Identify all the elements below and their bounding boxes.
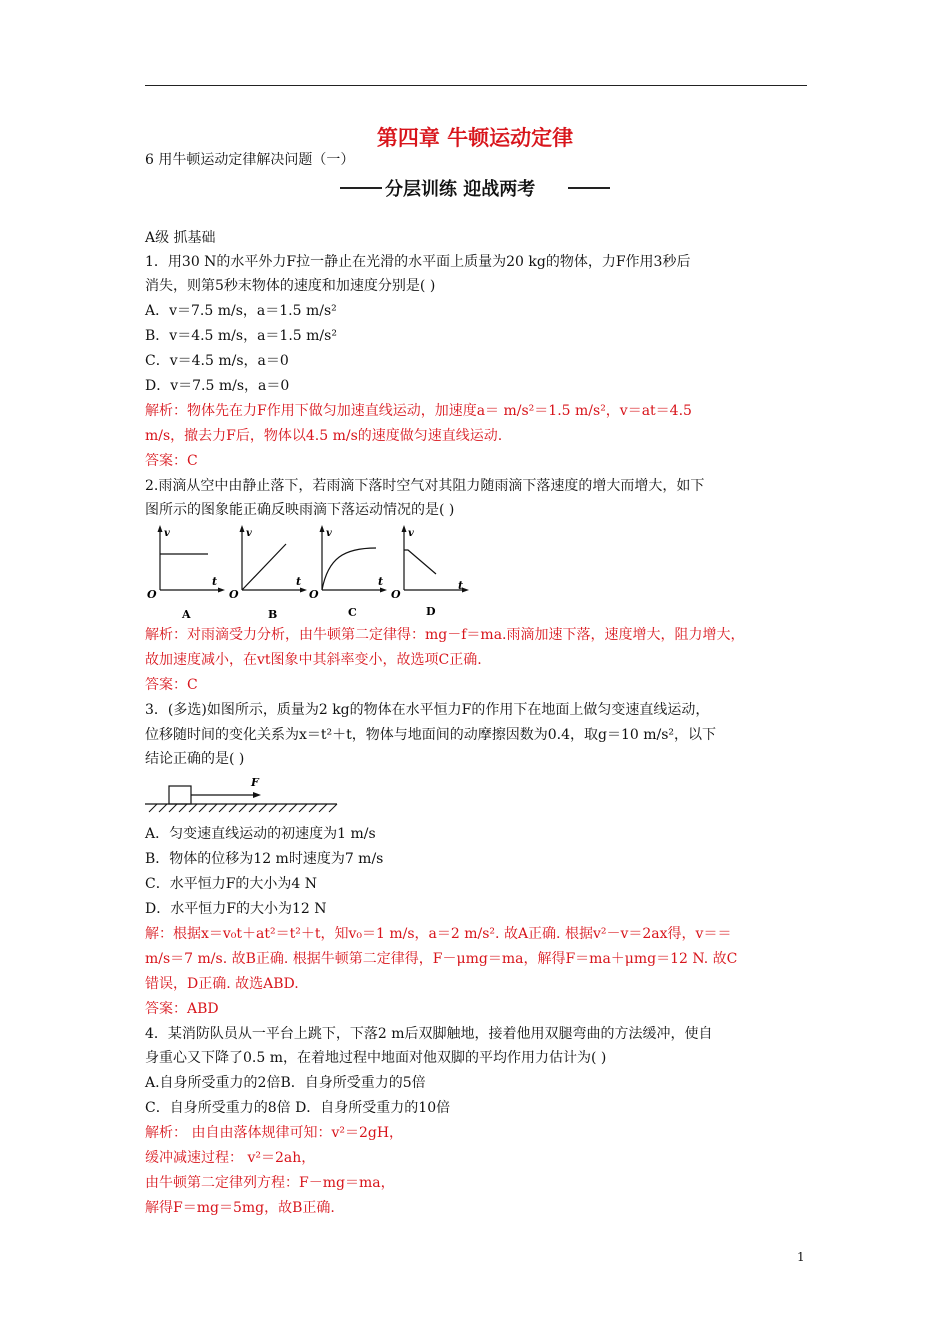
q3-answer: 答案：ABD bbox=[145, 1001, 219, 1017]
q3-stem-line2: 位移随时间的变化关系为x＝t²＋t，物体与地面间的动摩擦因数为0.4，取g＝10 m/s²，以下 bbox=[145, 727, 717, 743]
graph-a bbox=[147, 525, 225, 621]
force-label: F bbox=[251, 776, 259, 789]
graph-c-curve bbox=[322, 548, 376, 590]
q1-option-b: B．v＝4.5 m/s，a＝1.5 m/s² bbox=[145, 328, 337, 344]
q1-stem-line1: 1．用30 N的水平外力F拉一静止在光滑的水平面上质量为20 kg的物体，力F作用3秒后 bbox=[145, 254, 691, 270]
q1-stem-line2: 消失，则第5秒末物体的速度和加速度分别是( ) bbox=[145, 278, 436, 294]
graph-b-origin: O bbox=[229, 588, 239, 601]
graph-c-origin: O bbox=[309, 588, 319, 601]
q1-option-a: A．v＝7.5 m/s，a＝1.5 m/s² bbox=[145, 303, 337, 319]
graph-d-t-label: t bbox=[458, 579, 464, 592]
graph-c bbox=[309, 525, 387, 619]
q1-analysis-line1: 解析：物体先在力F作用下做匀加速直线运动，加速度a＝ m/s²＝1.5 m/s²，v＝at＝4.5 bbox=[145, 403, 692, 419]
q3-analysis-line2: m/s＝7 m/s. 故B正确. 根据牛顿第二定律得，F－μmg＝ma，解得F＝ma＋μmg＝12 N. 故C bbox=[145, 951, 738, 967]
q2-stem-line1: 2.雨滴从空中由静止落下，若雨滴下落时空气对其阻力随雨滴下落速度的增大而增大，如下 bbox=[145, 478, 705, 494]
q3-analysis-line3: 错误，D正确. 故选ABD. bbox=[145, 976, 299, 992]
q2-analysis-line1: 解析：对雨滴受力分析，由牛顿第二定律得：mg－f＝ma.雨滴加速下落，速度增大，阻力增大， bbox=[145, 627, 745, 643]
graph-d-curve bbox=[404, 550, 436, 574]
q3-option-b: B．物体的位移为12 m时速度为7 m/s bbox=[145, 851, 384, 867]
graph-b bbox=[229, 525, 307, 621]
q3-option-a: A．匀变速直线运动的初速度为1 m/s bbox=[145, 826, 376, 842]
graph-c-v-label: v bbox=[326, 528, 332, 539]
q4-options-cd: C．自身所受重力的8倍 D．自身所受重力的10倍 bbox=[145, 1100, 451, 1116]
force-diagram bbox=[145, 772, 345, 814]
q2-answer: 答案：C bbox=[145, 677, 198, 693]
graph-b-v-label: v bbox=[246, 528, 252, 539]
ground-hatching bbox=[149, 804, 337, 812]
q3-option-c: C．水平恒力F的大小为4 N bbox=[145, 876, 318, 892]
q1-answer: 答案：C bbox=[145, 453, 198, 469]
graph-a-t-label: t bbox=[212, 575, 218, 588]
vt-graphs-figure bbox=[140, 522, 480, 622]
graph-b-curve bbox=[242, 544, 286, 590]
level-label: A级 抓基础 bbox=[145, 230, 216, 246]
q4-analysis-line2: 缓冲减速过程： v²＝2ah， bbox=[145, 1150, 316, 1166]
q3-option-d: D．水平恒力F的大小为12 N bbox=[145, 901, 327, 917]
page-number: 1 bbox=[797, 1250, 805, 1264]
graph-b-label: B bbox=[268, 608, 278, 621]
q4-analysis-line3: 由牛顿第二定律列方程：F－mg＝ma， bbox=[145, 1175, 395, 1191]
q2-analysis-line2: 故加速度减小，在vt图象中其斜率变小，故选项C正确. bbox=[145, 652, 482, 668]
graph-d-label: D bbox=[426, 605, 436, 618]
q1-option-c: C．v＝4.5 m/s，a＝0 bbox=[145, 353, 289, 369]
q3-analysis-line1: 解：根据x＝v₀t＋at²＝t²＋t，知v₀＝1 m/s，a＝2 m/s². 故A正确. 根据v²－v＝2ax得，v＝＝ bbox=[145, 926, 732, 942]
q4-stem-line1: 4．某消防队员从一平台上跳下，下落2 m后双脚触地，接着他用双腿弯曲的方法缓冲，使自 bbox=[145, 1026, 713, 1042]
q1-option-d: D．v＝7.5 m/s，a＝0 bbox=[145, 378, 290, 394]
block bbox=[169, 786, 191, 804]
q4-options-ab: A.自身所受重力的2倍B．自身所受重力的5倍 bbox=[145, 1075, 426, 1091]
graph-b-t-label: t bbox=[296, 575, 302, 588]
banner-right-rule bbox=[568, 187, 610, 189]
graph-d bbox=[391, 525, 469, 618]
q4-analysis-line4: 解得F＝mg＝5mg，故B正确. bbox=[145, 1200, 335, 1216]
graph-c-label: C bbox=[348, 606, 357, 619]
q4-analysis-line1: 解析： 由自由落体规律可知：v²＝2gH， bbox=[145, 1125, 404, 1141]
chapter-title: 第四章 牛顿运动定律 bbox=[376, 126, 574, 150]
q3-stem-line3: 结论正确的是( ) bbox=[145, 751, 245, 767]
graph-d-v-label: v bbox=[408, 528, 414, 539]
graph-a-origin: O bbox=[147, 588, 157, 601]
graph-d-origin: O bbox=[391, 588, 401, 601]
q3-stem-line1: 3．(多选)如图所示，质量为2 kg的物体在水平恒力F的作用下在地面上做匀变速直线运动， bbox=[145, 702, 710, 718]
graph-a-label: A bbox=[182, 608, 191, 621]
q4-stem-line2: 身重心又下降了0.5 m，在着地过程中地面对他双脚的平均作用力估计为( ) bbox=[145, 1050, 607, 1066]
graph-c-t-label: t bbox=[378, 575, 384, 588]
banner bbox=[340, 175, 570, 199]
graph-a-v-label: v bbox=[164, 528, 170, 539]
banner-text: 分层训练 迎战两考 bbox=[385, 179, 536, 200]
q2-stem-line2: 图所示的图象能正确反映雨滴下落运动情况的是( ) bbox=[145, 502, 455, 518]
q1-analysis-line2: m/s，撤去力F后，物体以4.5 m/s的速度做匀速直线运动. bbox=[145, 428, 503, 444]
header-rule bbox=[145, 85, 807, 86]
section-title: 6 用牛顿运动定律解决问题（一） bbox=[145, 152, 355, 168]
banner-left-rule bbox=[340, 187, 382, 189]
